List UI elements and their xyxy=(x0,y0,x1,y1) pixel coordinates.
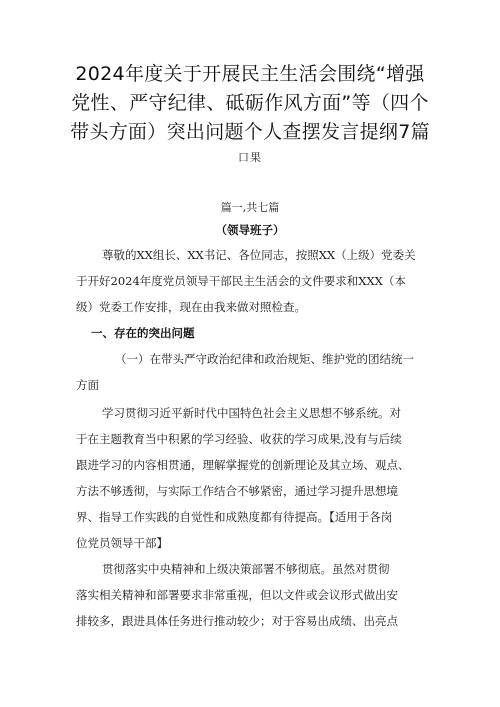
para1-line-5: 界、指导工作实践的自觉性和成熟度都有待提高。【适用于各岗 xyxy=(76,510,393,524)
para1-line-2: 于在主题教育当中积累的学习经验、收获的学习成果,没有与后续 xyxy=(76,432,402,446)
intro-line-3: 级）党委工作安排，现在由我来做对照检查。 xyxy=(76,300,306,314)
para2-line-1: 贯彻落实中央精神和上级决策部署不够彻底。虽然对贯彻 xyxy=(102,562,390,576)
subsection-heading-line-2: 方面 xyxy=(76,378,99,392)
para1-line-3: 跟进学习的内容相贯通，理解掌握党的创新理论及其立场、观点、 xyxy=(76,458,410,472)
piece-label: 篇一,共七篇 xyxy=(220,201,280,214)
document-subtitle: 口果 xyxy=(238,151,262,164)
para2-line-3: 排较多，跟进具体任务进行推动较少；对于容易出成绩、出亮点 xyxy=(76,614,398,628)
para1-line-1: 学习贯彻习近平新时代中国特色社会主义思想不够系统。对 xyxy=(102,406,401,420)
section-heading-1: 一、存在的突出问题 xyxy=(91,326,195,340)
subsection-heading-line-1: （一）在带头严守政治纪律和政治规矩、维护党的团结统一 xyxy=(115,352,414,366)
intro-line-2: 于开好2024年度党员领导干部民主生活会的文件要求和XXX（本 xyxy=(76,274,406,288)
para1-line-4: 方法不够透彻，与实际工作结合不够紧密，通过学习提升思想境 xyxy=(76,484,398,498)
group-label: （领导班子） xyxy=(215,223,285,237)
document-title xyxy=(62,60,438,147)
title-line-3: 带头方面）突出问题个人查摆发言提纲7篇 xyxy=(70,121,430,143)
title-line-2: 党性、严守纪律、砥砺作风方面”等（四个 xyxy=(71,92,429,114)
intro-line-1: 尊敬的XX组长、XX书记、各位同志，按照XX（上级）党委关 xyxy=(102,248,416,262)
para1-line-6: 位党员领导干部】 xyxy=(76,536,168,550)
title-line-1: 2024年度关于开展民主生活会围绕“增强 xyxy=(75,63,425,85)
para2-line-2: 落实相关精神和部署要求非常重视，但以文件或会议形式做出安 xyxy=(76,588,398,602)
